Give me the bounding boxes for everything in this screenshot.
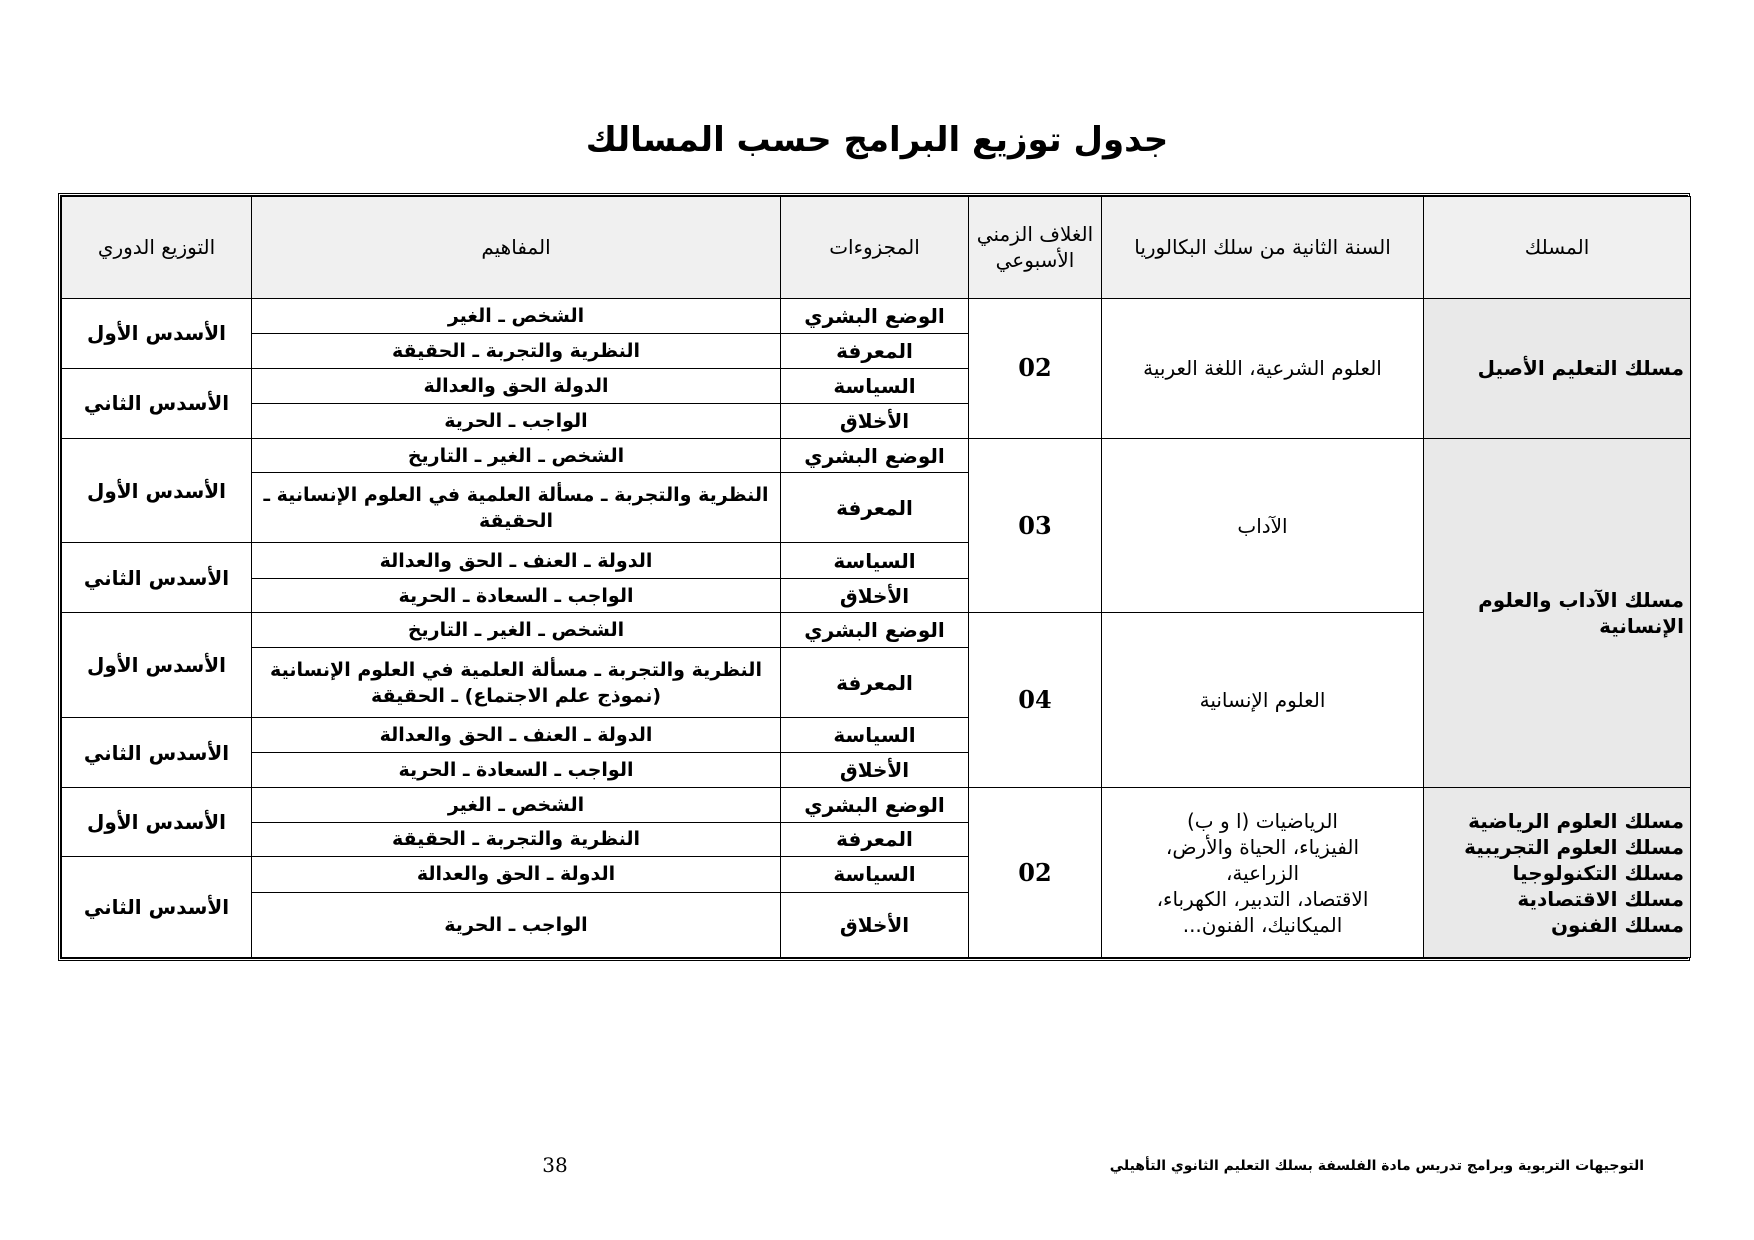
semester-cell: الأسدس الثاني [62, 543, 252, 613]
module-cell: المعرفة [781, 822, 969, 857]
semester-cell: الأسدس الثاني [62, 368, 252, 438]
track-line: مسلك الفنون [1550, 912, 1684, 937]
module-cell: الوضع البشري [781, 788, 969, 823]
concept-cell: الواجب ـ السعادة ـ الحرية [252, 752, 781, 788]
page-title: جدول توزيع البرامج حسب المسالك [585, 120, 1169, 160]
track-line: مسلك العلوم التجريبية [1464, 834, 1684, 859]
header-track: المسلك [1424, 197, 1691, 299]
year-line: الفيزياء، الحياة والأرض، [1165, 834, 1360, 859]
module-cell: السياسة [781, 857, 969, 893]
module-cell: السياسة [781, 718, 969, 753]
table-row [62, 298, 1691, 334]
hours-cell: 02 [969, 298, 1102, 438]
concept-cell: الشخص ـ الغير ـ التاريخ [252, 438, 781, 473]
module-cell: الأخلاق [781, 752, 969, 788]
header-hours: الغلاف الزمني الأسبوعي [969, 197, 1102, 299]
concept-cell: الشخص ـ الغير [252, 298, 781, 334]
track-line: مسلك العلوم الرياضية [1468, 808, 1684, 833]
concept-cell: الدولة ـ العنف ـ الحق والعدالة [252, 718, 781, 753]
header-year: السنة الثانية من سلك البكالوريا [1102, 197, 1424, 299]
track-line: مسلك التكنولوجيا [1512, 860, 1684, 885]
year-line: الميكانيك، الفنون... [1182, 912, 1343, 937]
concept-cell: النظرية والتجربة ـ الحقيقة [252, 334, 781, 369]
module-cell: السياسة [781, 368, 969, 404]
module-cell: الأخلاق [781, 578, 969, 613]
module-cell: الوضع البشري [781, 613, 969, 648]
page-number: 38 [542, 1153, 568, 1177]
module-cell: المعرفة [781, 334, 969, 369]
table-header-row [62, 197, 1691, 299]
semester-cell: الأسدس الثاني [62, 857, 252, 958]
track-cell: مسلك التعليم الأصيل [1424, 298, 1691, 438]
semester-cell: الأسدس الأول [62, 613, 252, 718]
semester-cell: الأسدس الثاني [62, 718, 252, 788]
concept-cell: الدولة ـ الحق والعدالة [252, 857, 781, 893]
track-cell: مسلك الآداب والعلوم الإنسانية [1424, 438, 1691, 787]
module-cell: المعرفة [781, 647, 969, 717]
module-cell: السياسة [781, 543, 969, 579]
year-line: الرياضيات (ا و ب) [1186, 808, 1338, 833]
module-cell: المعرفة [781, 473, 969, 543]
hours-cell: 04 [969, 613, 1102, 788]
header-distribution: التوزيع الدوري [62, 197, 252, 299]
concept-cell: النظرية والتجربة ـ الحقيقة [252, 822, 781, 857]
concept-cell: الدولة الحق والعدالة [252, 368, 781, 404]
concept-cell: الشخص ـ الغير [252, 788, 781, 823]
hours-cell: 03 [969, 438, 1102, 613]
year-cell: العلوم الإنسانية [1102, 613, 1424, 788]
table-row [62, 438, 1691, 473]
semester-cell: الأسدس الأول [62, 788, 252, 857]
table-row [62, 788, 1691, 823]
year-cell: العلوم الشرعية، اللغة العربية [1102, 298, 1424, 438]
concept-cell: الواجب ـ السعادة ـ الحرية [252, 578, 781, 613]
concept-cell: الدولة ـ العنف ـ الحق والعدالة [252, 543, 781, 579]
year-line: الزراعية، [1225, 860, 1300, 885]
semester-cell: الأسدس الأول [62, 438, 252, 543]
concept-cell: النظرية والتجربة ـ مسألة العلمية في العلوم الإنسانية ـ الحقيقة [252, 473, 781, 543]
track-line: مسلك الاقتصادية [1517, 886, 1684, 911]
module-cell: الأخلاق [781, 404, 969, 439]
header-concepts: المفاهيم [252, 197, 781, 299]
footer-caption: التوجيهات التربوية وبرامج تدريس مادة الفلسفة بسلك التعليم الثانوي التأهيلي [1109, 1158, 1644, 1174]
concept-cell: النظرية والتجربة ـ مسألة العلمية في العلوم الإنسانية (نموذج علم الاجتماع) ـ الحقيقة [252, 647, 781, 717]
header-modules: المجزوءات [781, 197, 969, 299]
module-cell: الوضع البشري [781, 438, 969, 473]
concept-cell: الواجب ـ الحرية [252, 892, 781, 957]
module-cell: الأخلاق [781, 892, 969, 957]
semester-cell: الأسدس الأول [62, 298, 252, 368]
programs-table [58, 193, 1690, 961]
concept-cell: الشخص ـ الغير ـ التاريخ [252, 613, 781, 648]
year-cell-multi [1102, 788, 1424, 958]
module-cell: الوضع البشري [781, 298, 969, 334]
track-cell-multi [1424, 788, 1691, 958]
hours-cell: 02 [969, 788, 1102, 958]
year-cell: الآداب [1102, 438, 1424, 613]
year-line: الاقتصاد، التدبير، الكهرباء، [1156, 886, 1369, 911]
concept-cell: الواجب ـ الحرية [252, 404, 781, 439]
